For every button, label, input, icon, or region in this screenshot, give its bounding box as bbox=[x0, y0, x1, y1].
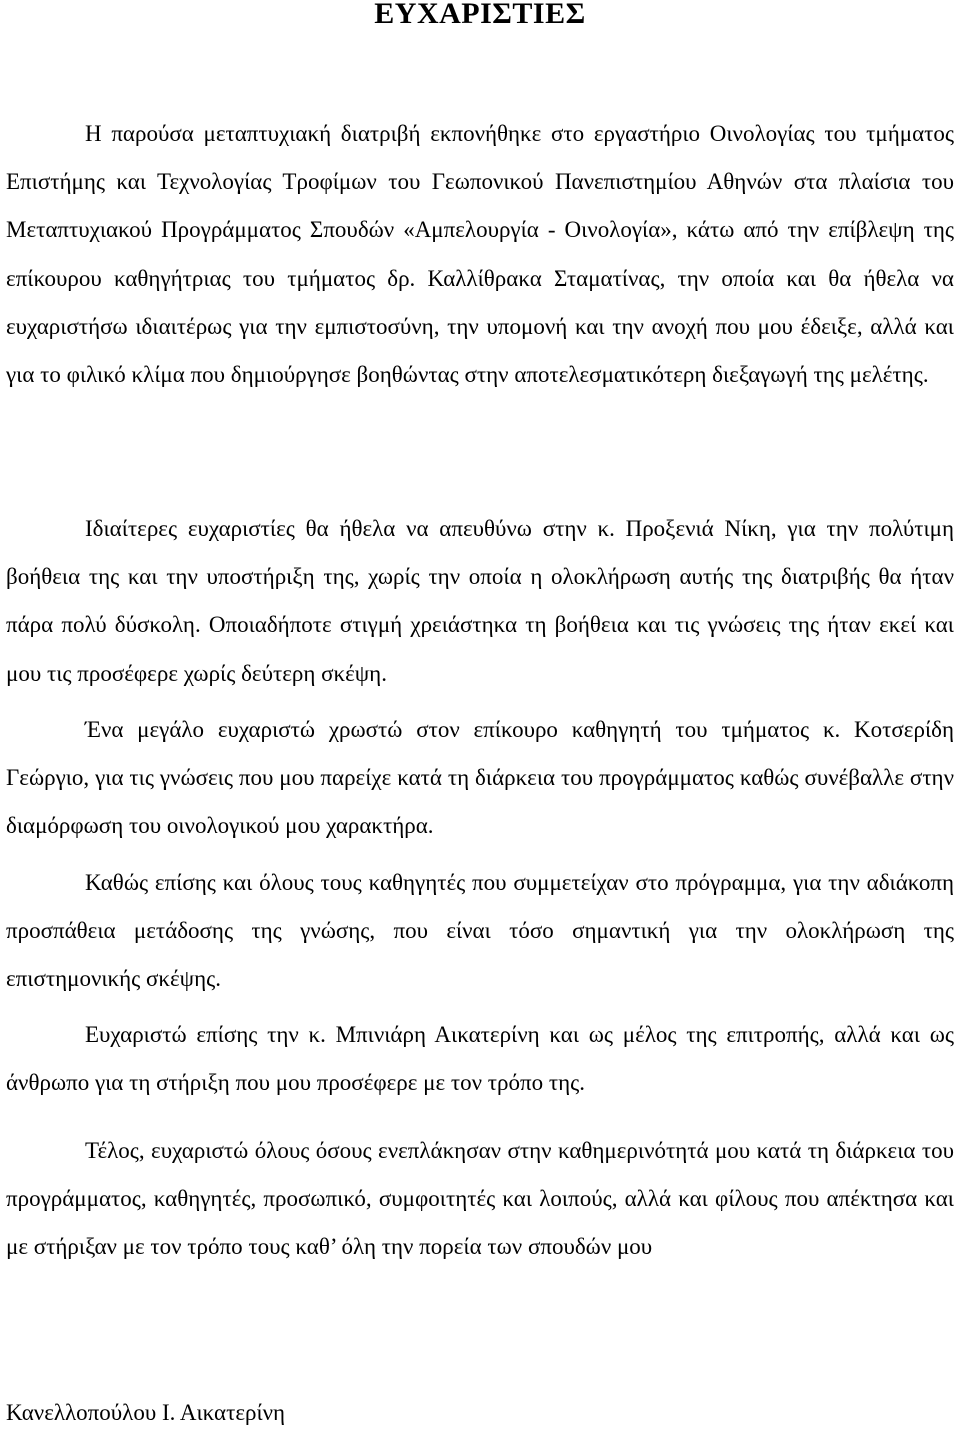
paragraph-proxenia-thanks: Ιδιαίτερες ευχαριστίες θα ήθελα να απευθύνω στην κ. Προξενιά Νίκη, για την πολύτιμη βοήθεια της και την υποστήριξη της, χωρίς την οποία η ολοκλήρωση αυτής της διατριβής θα ήταν πάρα πολύ δύσκολη. Οποιαδήποτε στιγμή χρειάστηκα τη βοήθεια και τις γνώσεις της ήταν εκεί και μου τις προσέφερε χωρίς δεύτερη σκέψη. bbox=[6, 516, 954, 686]
paragraph-kotseridis-thanks: Ένα μεγάλο ευχαριστώ χρωστώ στον επίκουρο καθηγητή του τμήματος κ. Κοτσερίδη Γεώργιο, για τις γνώσεις που μου παρείχε κατά τη διάρκεια του προγράμματος καθώς συνέβαλλε στην διαμόρφωση του οινολογικού μου χαρακτήρα. bbox=[6, 717, 954, 839]
paragraph-biniari-thanks: Ευχαριστώ επίσης την κ. Μπινιάρη Αικατερίνη και ως μέλος της επιτροπής, αλλά και ως άνθρωπο για τη στήριξη που μου προσέφερε με τον τρόπο της. bbox=[6, 1022, 954, 1096]
page-title: ΕΥΧΑΡΙΣΤΙΕΣ bbox=[374, 0, 586, 30]
author-signature: Κανελλοπούλου Ι. Αικατερίνη bbox=[6, 1400, 286, 1425]
paragraph-final-thanks: Τέλος, ευχαριστώ όλους όσους ενεπλάκησαν στην καθημερινότητά μου κατά τη διάρκεια του προγράμματος, καθηγητές, προσωπικό, συμφοιτητές και λοιπούς, αλλά και φίλους που απέκτησα και με στήριξαν με τον τρόπο τους καθ’ όλη την πορεία των σπουδών μου bbox=[6, 1138, 954, 1260]
paragraph-professors-thanks: Καθώς επίσης και όλους τους καθηγητές που συμμετείχαν στο πρόγραμμα, για την αδιάκοπη προσπάθεια μετάδοσης της γνώσης, που είναι τόσο σημαντική για την ολοκλήρωση της επιστημονικής σκέψης. bbox=[6, 870, 954, 992]
paragraph-supervisor-thanks: Η παρούσα μεταπτυχιακή διατριβή εκπονήθηκε στο εργαστήριο Οινολογίας του τμήματος Επιστήμης και Τεχνολογίας Τροφίμων του Γεωπονικού Πανεπιστημίου Αθηνών στα πλαίσια του Μεταπτυχιακού Προγράμματος Σπουδών «Αμπελουργία - Οινολογία», κάτω από την επίβλεψη της επίκουρου καθηγήτριας του τμήματος δρ. Καλλίθρακα Σταματίνας, την οποία και θα ήθελα να ευχαριστήσω ιδιαιτέρως για την εμπιστοσύνη, την υπομονή και την ανοχή που μου έδειξε, αλλά και για το φιλικό κλίμα που δημιούργησε βοηθώντας στην αποτελεσματικότερη διεξαγωγή της μελέτης. bbox=[6, 121, 954, 388]
